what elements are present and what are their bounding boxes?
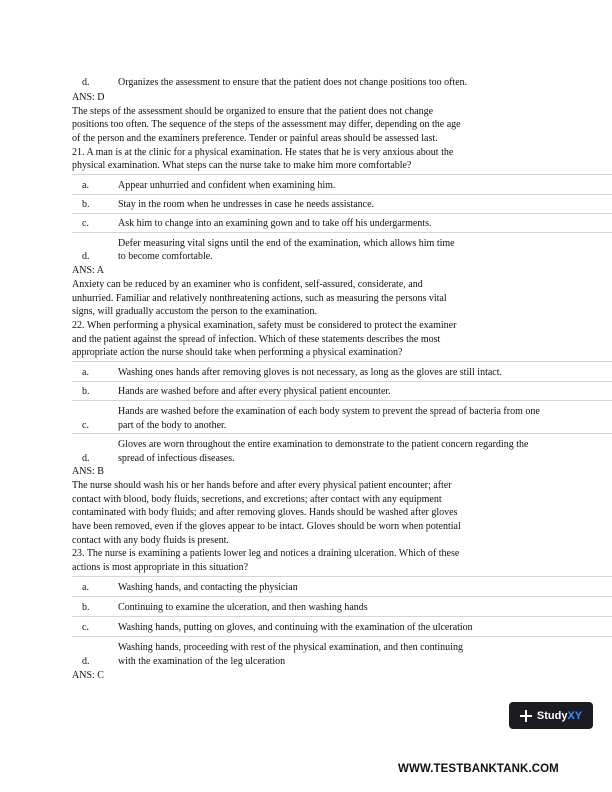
rationale-line: unhurried. Familiar and relatively nonthreatening actions, such as measuring the persons vital (72, 293, 447, 304)
rationale-line: contact with any body fluids is present. (72, 535, 229, 546)
option-text: Gloves are worn throughout the entire examination to demonstrate to the patient concern regarding the (118, 439, 529, 450)
answer-key: ANS: D (72, 92, 105, 103)
option-text: Hands are washed before the examination of each body system to prevent the spread of bacteria from one (118, 406, 540, 417)
option-text: Washing ones hands after removing gloves is not necessary, as long as the gloves are still intact. (118, 367, 503, 378)
option-text: part of the body to another. (118, 420, 227, 431)
option-letter: c. (82, 622, 89, 633)
option-letter: c. (82, 218, 89, 229)
answer-key: ANS: C (72, 670, 104, 681)
option-row (72, 596, 612, 617)
option-text: Ask him to change into an examining gown and to take off his undergarments. (118, 218, 432, 229)
option-letter: d. (82, 77, 90, 88)
rationale-line: The nurse should wash his or her hands before and after every physical patient encounter; after (72, 480, 452, 491)
option-text: Appear unhurried and confident when examining him. (118, 180, 336, 191)
option-text: with the examination of the leg ulceration (118, 656, 286, 667)
option-letter: b. (82, 199, 90, 210)
option-text: Stay in the room when he undresses in case he needs assistance. (118, 199, 375, 210)
rationale-line: The steps of the assessment should be organized to ensure that the patient does not change (72, 106, 434, 117)
option-row (72, 400, 612, 434)
option-text: Washing hands, putting on gloves, and continuing with the examination of the ulceration (118, 622, 473, 633)
option-row (72, 174, 612, 195)
option-row (72, 232, 612, 265)
studyxy-badge[interactable] (509, 702, 593, 729)
rationale-line: Anxiety can be reduced by an examiner who is confident, self-assured, considerate, and (72, 279, 423, 290)
option-text: Organizes the assessment to ensure that the patient does not change positions too often. (118, 77, 468, 88)
option-row (72, 433, 612, 466)
question-stem: physical examination. What steps can the nurse take to make him more comfortable? (72, 160, 412, 171)
option-row (72, 73, 612, 91)
option-text: Continuing to examine the ulceration, and then washing hands (118, 602, 368, 613)
rationale-line: contact with blood, body fluids, secretions, and excretions; after contact with any equipment (72, 494, 442, 505)
option-row (72, 194, 612, 214)
badge-accent-text: XY (567, 709, 583, 722)
rationale-line: contaminated with body fluids; and after removing gloves. Hands should be washed after gloves (72, 507, 458, 518)
rationale-line: have been removed, even if the gloves appear to be intact. Gloves should be worn when potential (72, 521, 461, 532)
option-row (72, 361, 612, 382)
option-letter: d. (82, 453, 90, 464)
badge-text: Study (536, 709, 568, 722)
option-text: to become comfortable. (118, 251, 213, 262)
option-letter: d. (82, 656, 90, 667)
option-letter: a. (82, 367, 89, 378)
option-text: Defer measuring vital signs until the end of the examination, which allows him time (118, 238, 455, 249)
answer-key: ANS: A (72, 265, 104, 276)
option-row (72, 576, 612, 597)
question-stem: 21. A man is at the clinic for a physical examination. He states that he is very anxious about the (72, 147, 454, 158)
option-letter: d. (82, 251, 90, 262)
question-stem: appropriate action the nurse should take when performing a physical examination? (72, 347, 403, 358)
option-text: spread of infectious diseases. (118, 453, 235, 464)
option-letter: a. (82, 180, 89, 191)
plus-icon (520, 710, 532, 722)
footer-url[interactable]: WWW.TESTBANKTANK.COM (398, 763, 559, 775)
option-letter: c. (82, 420, 89, 431)
option-row (72, 381, 612, 401)
rationale-line: signs, will gradually accustom the person to the examination. (72, 306, 317, 317)
option-text: Hands are washed before and after every physical patient encounter. (118, 386, 391, 397)
option-letter: b. (82, 602, 90, 613)
question-stem: 23. The nurse is examining a patients lower leg and notices a draining ulceration. Which of these (72, 548, 460, 559)
option-letter: b. (82, 386, 90, 397)
rationale-line: positions too often. The sequence of the steps of the assessment may differ, depending on the age (72, 119, 461, 130)
option-row (72, 636, 612, 670)
option-text: Washing hands, proceeding with rest of the physical examination, and then continuing (118, 642, 463, 653)
rationale-line: of the person and the examiners preference. Tender or painful areas should be assessed last. (72, 133, 438, 144)
question-stem: actions is most appropriate in this situation? (72, 562, 249, 573)
answer-key: ANS: B (72, 466, 104, 477)
question-stem: and the patient against the spread of infection. Which of these statements describes the most (72, 334, 441, 345)
option-letter: a. (82, 582, 89, 593)
option-text: Washing hands, and contacting the physician (118, 582, 298, 593)
option-row (72, 616, 612, 637)
question-stem: 22. When performing a physical examination, safety must be considered to protect the examiner (72, 320, 457, 331)
option-row (72, 213, 612, 233)
